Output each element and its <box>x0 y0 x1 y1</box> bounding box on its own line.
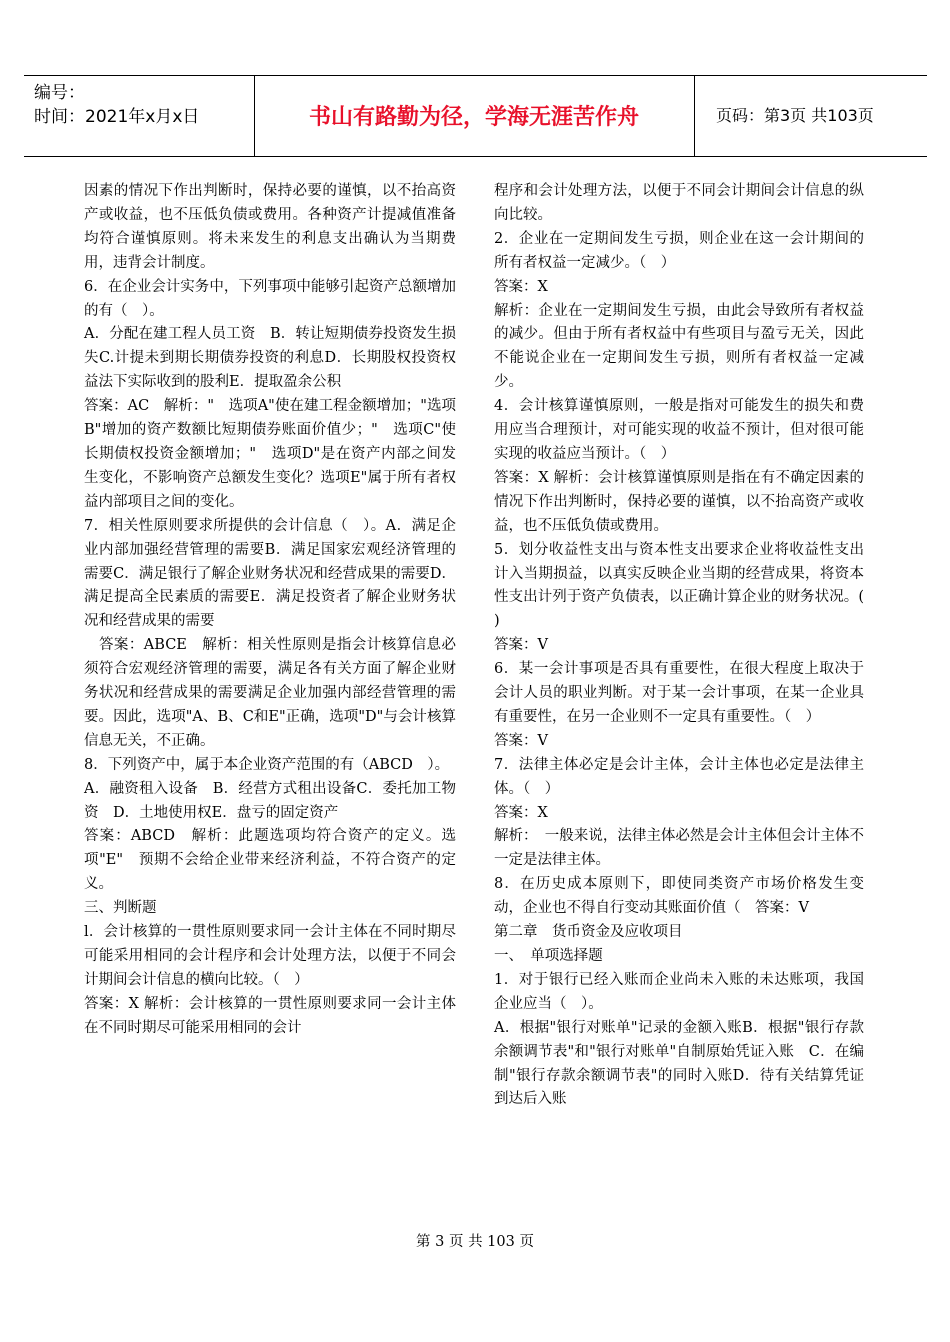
paragraph: 2．企业在一定期间发生亏损，则企业在这一会计期间的所有者权益一定减少。（ ） <box>494 230 864 271</box>
header-page-cell <box>694 76 927 156</box>
header-motto: 书山有路勤为径，学海无涯苦作舟 <box>308 105 639 130</box>
paragraph: 解析： 一般来说，法律主体必然是会计主体但会计主体不一定是法律主体。 <box>494 828 864 869</box>
paragraph: 答案：ABCD 解析：此题选项均符合资产的定义。选项"E" 预期不会给企业带来经济利益，不符合资产的定义。 <box>84 828 456 893</box>
page-footer: 第 3 页 共 103 页 <box>416 1234 534 1250</box>
paragraph: 程序和会计处理方法，以便于不同会计期间会计信息的纵向比较。 <box>494 183 864 223</box>
paragraph: 7．相关性原则要求所提供的会计信息（ ）。A．满足企业内部加强经营管理的需要B．满足国家宏观经济管理的需要C．满足银行了解企业财务状况和经营成果的需要D．满足提高全民素质的需要E．满足投资者了解企业财务状况和经营成果的需要 <box>84 517 456 630</box>
paragraph: 答案：AC 解析：" 选项A"使在建工程金额增加；"选项B"增加的资产数额比短期债券账面价值少；" 选项C"使长期债权投资金额增加；" 选项D"是在资产内部之间发生变化，不影响资产总额发生变化？选项E"属于所有者权益内部项目之间的变化。 <box>84 398 456 510</box>
paragraph: 答案：V <box>494 637 548 654</box>
paragraph: 7．法律主体必定是会计主体，会计主体也必定是法律主体。（ ） <box>494 756 864 797</box>
paragraph: 8．下列资产中，属于本企业资产范围的有（ABCD ）。 <box>84 756 450 773</box>
paragraph: 因素的情况下作出判断时，保持必要的谨慎，以不抬高资产或收益，也不压低负债或费用。各种资产计提减值准备均符合谨慎原则。将未来发生的利息支出确认为当期费用，违背会计制度。 <box>84 183 456 271</box>
right-text-column <box>494 180 864 1112</box>
header-page-info: 页码：第3页 共103页 <box>716 106 874 125</box>
header-info-cell <box>24 76 255 156</box>
paragraph: 6．在企业会计实务中，下列事项中能够引起资产总额增加的有（ ）。 <box>84 278 456 319</box>
paragraph: 8．在历史成本原则下，即使同类资产市场价格发生变动，企业也不得自行变动其账面价值（ 答案：V <box>494 876 864 917</box>
document-number-label: 编号： <box>34 83 85 103</box>
document-time-label: 时间：2021年x月x日 <box>34 107 200 127</box>
paragraph: 答案：ABCE 解析：相关性原则是指会计核算信息必须符合宏观经济管理的需要，满足各有关方面了解企业财务状况和经营成果的需要满足企业加强内部经营管理的需要。因此，选项"A、B、C和E"正确，选项"D"与会计核算信息无关，不正确。 <box>84 637 456 749</box>
paragraph: 答案：X 解析：会计核算的一贯性原则要求同一会计主体在不同时期尽可能采用相同的会计 <box>84 995 456 1036</box>
chapter-heading: 第二章 货币资金及应收项目 <box>494 924 683 941</box>
paragraph: A．分配在建工程人员工资 B．转让短期债券投资发生损失C.计提未到期长期债券投资的利息D．长期股权投资权益法下实际收到的股利E．提取盈余公积 <box>84 326 456 391</box>
paragraph: 答案：X <box>494 278 548 295</box>
paragraph: 4．会计核算谨慎原则，一般是指对可能发生的损失和费用应当合理预计，对可能实现的收益不预计，但对很可能实现的收益应当预计。（ ） <box>494 398 864 462</box>
page-header <box>24 75 927 157</box>
paragraph: 6．某一会计事项是否具有重要性，在很大程度上取决于会计人员的职业判断。对于某一会计事项，在某一企业具有重要性，在另一企业则不一定具有重要性。（ ） <box>494 661 864 725</box>
paragraph: 答案：V <box>494 732 548 749</box>
paragraph: l．会计核算的一贯性原则要求同一会计主体在不同时期尽可能采用相同的会计程序和会计处理方法，以便于不同会计期间会计信息的横向比较。（ ） <box>84 924 456 988</box>
paragraph: A．融资租入设备 B．经营方式租出设备C．委托加工物资 D．土地使用权E．盘亏的固定资产 <box>84 780 456 821</box>
paragraph: A．根据"银行对账单"记录的金额入账B．根据"银行存款余额调节表"和"银行对账单"自制原始凭证入账 C．在编制"银行存款余额调节表"的同时入账D．待有关结算凭证到达后入账 <box>494 1019 864 1108</box>
paragraph: 解析：企业在一定期间发生亏损，由此会导致所有者权益的减少。但由于所有者权益中有些项目与盈亏无关，因此不能说企业在一定期间发生亏损，则所有者权益一定减少。 <box>494 302 864 391</box>
left-text-column <box>84 180 456 1041</box>
paragraph: 答案：X <box>494 804 548 821</box>
header-motto-cell <box>254 76 695 156</box>
paragraph: 答案：X 解析：会计核算谨慎原则是指在有不确定因素的情况下作出判断时，保持必要的谨慎，以不抬高资产或收益，也不压低负债或费用。 <box>494 469 864 534</box>
paragraph: 5．划分收益性支出与资本性支出要求企业将收益性支出计入当期损益，以真实反映企业当期的经营成果，将资本性支出计列于资产负债表，以正确计算企业的财务状况。( ) <box>494 541 864 630</box>
section-heading: 三、判断题 <box>84 900 157 917</box>
paragraph: 1．对于银行已经入账而企业尚未入账的未达账项，我国企业应当（ ）。 <box>494 971 864 1012</box>
section-heading: 一、 单项选择题 <box>494 948 603 964</box>
